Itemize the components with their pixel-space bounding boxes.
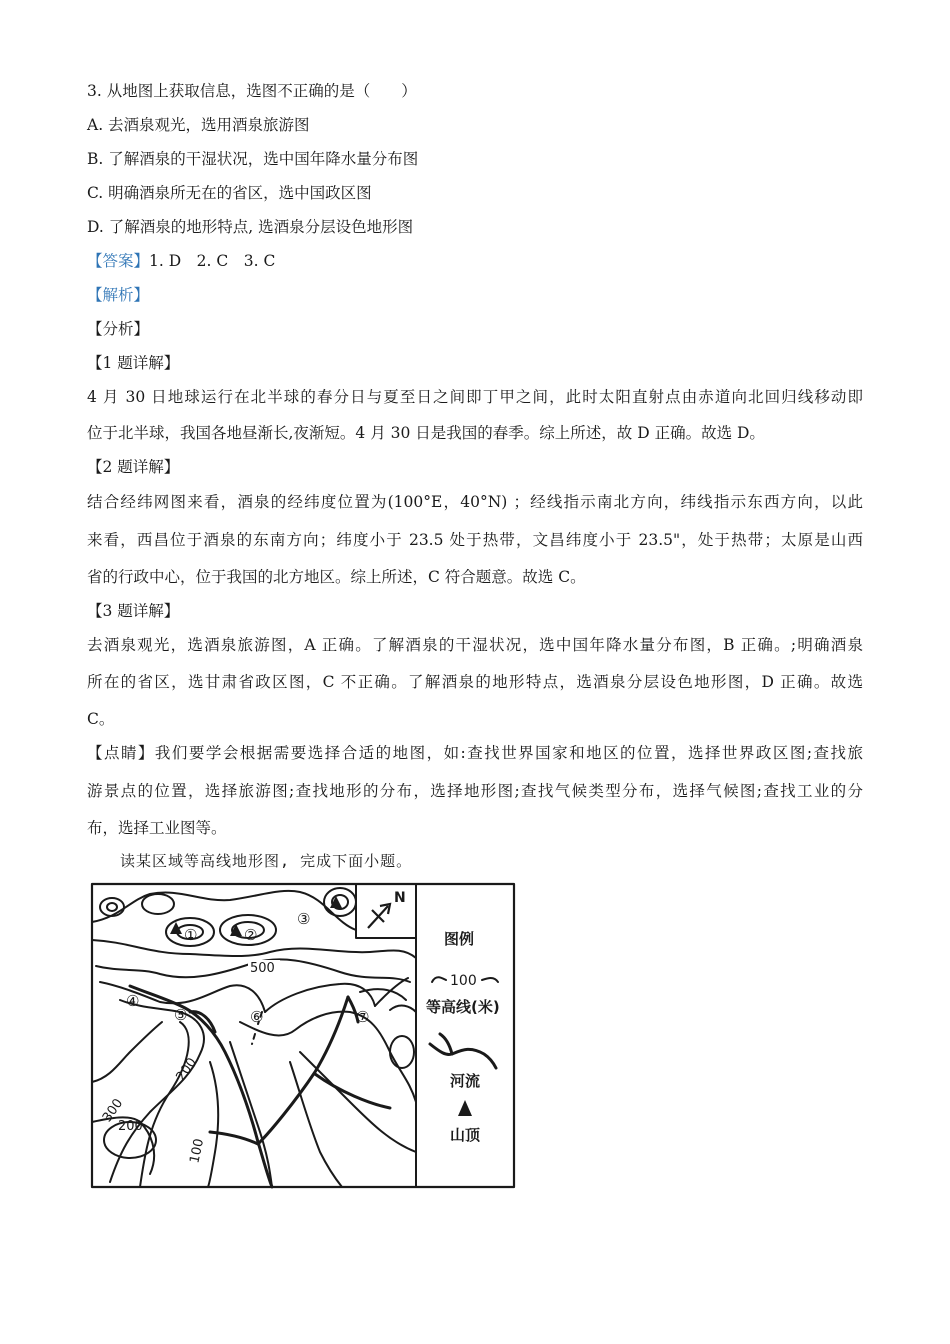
- option-c: C. 明确酒泉所无在的省区，选中国政区图: [87, 184, 372, 202]
- legend-peak-label: 山顶: [450, 1126, 481, 1144]
- contour-label-200-b: 200: [118, 1119, 143, 1134]
- map-caption: 读某区域等高线地形图, 完成下面小题。: [120, 852, 413, 870]
- contour-ring: [100, 898, 124, 916]
- detail-2-line-1: 结合经纬网图来看，酒泉的经纬度位置为(100°E，40°N) ；经线指示南北方向，纬线指示东西方向，以此: [87, 493, 863, 511]
- analysis-tag: 【解析】: [87, 286, 150, 304]
- option-b: B. 了解酒泉的干湿状况，选中国年降水量分布图: [87, 150, 419, 168]
- legend-contour-sample: [432, 977, 446, 982]
- legend-river-sample: [430, 1044, 496, 1068]
- tip-tag: 【点睛】: [87, 744, 155, 762]
- contour-line: [92, 1022, 162, 1082]
- contour-label-500: 500: [250, 961, 275, 976]
- detail-3-line-1: 去酒泉观光，选酒泉旅游图，A 正确。了解酒泉的干湿状况，选中国年降水量分布图，B 正确。;明确酒泉: [87, 636, 863, 654]
- option-d: D. 了解酒泉的地形特点, 选酒泉分层设色地形图: [87, 218, 414, 236]
- tip-line-1: [87, 742, 863, 764]
- marker-7: ⑦: [356, 1008, 370, 1026]
- contour-label-300: 300: [99, 1096, 127, 1126]
- contour-ring: [142, 894, 174, 914]
- detail-3-line-2: 所在的省区，选甘肃省政区图，C 不正确。了解酒泉的地形特点，选酒泉分层设色地形图，D 正确。故选: [87, 673, 863, 691]
- contour-label-200-a: 200: [173, 1055, 200, 1085]
- detail-1-title: 【1 题详解】: [87, 354, 180, 372]
- marker-5: ⑤: [174, 1006, 188, 1024]
- legend-river-label: 河流: [450, 1072, 481, 1090]
- contour-map-svg: [90, 882, 518, 1190]
- contour-line: [290, 1062, 342, 1187]
- marker-3: ③: [297, 910, 311, 928]
- option-a: A. 去酒泉观光，选用酒泉旅游图: [87, 116, 310, 134]
- answer-line: [87, 250, 863, 272]
- contour-line: [92, 891, 356, 930]
- contour-ring: [324, 888, 356, 916]
- compass-box: [356, 884, 416, 938]
- contour-line: [390, 1006, 416, 1012]
- contour-ring: [107, 903, 117, 911]
- marker-2: ②: [244, 926, 258, 944]
- marker-6: ⑥: [250, 1008, 264, 1026]
- contour-ring: [390, 1036, 414, 1068]
- answer-tag: 【答案】: [87, 252, 150, 270]
- question-3-stem: 3. 从地图上获取信息，选图不正确的是（ ）: [87, 82, 417, 100]
- legend-title: 图例: [444, 930, 475, 948]
- detail-2-title: 【2 题详解】: [87, 458, 180, 476]
- detail-1-line-1: 4 月 30 日地球运行在北半球的春分日与夏至日之间即丁甲之间，此时太阳直射点由赤道向北回归线移动即: [87, 388, 863, 406]
- detail-3-title: 【3 题详解】: [87, 602, 180, 620]
- marker-1: ①: [184, 926, 198, 944]
- tip-line-2: 游景点的位置，选择旅游图;查找地形的分布，选择地形图;查找气候类型分布，选择气候图;查找工业的分: [87, 782, 863, 800]
- contour-map-figure: [90, 882, 518, 1190]
- answer-text: 1. D 2. C 3. C: [149, 252, 276, 270]
- legend-contour-value: 100: [450, 973, 477, 989]
- tip-line-3: 布，选择工业图等。: [87, 819, 227, 837]
- north-arrow-icon: [368, 904, 390, 928]
- legend-peak-triangle: [458, 1100, 472, 1116]
- legend-contour-sample: [482, 978, 498, 982]
- fenxi-tag: 【分析】: [87, 320, 150, 338]
- detail-1-line-2: 位于北半球，我国各地昼渐长,夜渐短。4 月 30 日是我国的春季。综上所述，故 D 正确。故选 D。: [87, 424, 765, 442]
- contour-label-100: 100: [187, 1137, 208, 1165]
- marker-4: ④: [126, 992, 140, 1010]
- river-line: [258, 997, 348, 1144]
- north-label: N: [394, 890, 406, 906]
- tip-text-1: 我们要学会根据需要选择合适的地图，如:查找世界国家和地区的位置，选择世界政区图;查找旅: [154, 744, 863, 762]
- detail-2-line-2: 来看，西昌位于酒泉的东南方向；纬度小于 23.5 处于热带，文昌纬度小于 23.5"，处于热带；太原是山西: [87, 531, 863, 549]
- detail-2-line-3: 省的行政中心，位于我国的北方地区。综上所述，C 符合题意。故选 C。: [87, 568, 586, 586]
- contour-line: [208, 1062, 218, 1187]
- detail-3-line-3: C。: [87, 710, 115, 728]
- legend-contour-label: 等高线(米): [426, 998, 500, 1016]
- contour-line: [140, 1022, 189, 1187]
